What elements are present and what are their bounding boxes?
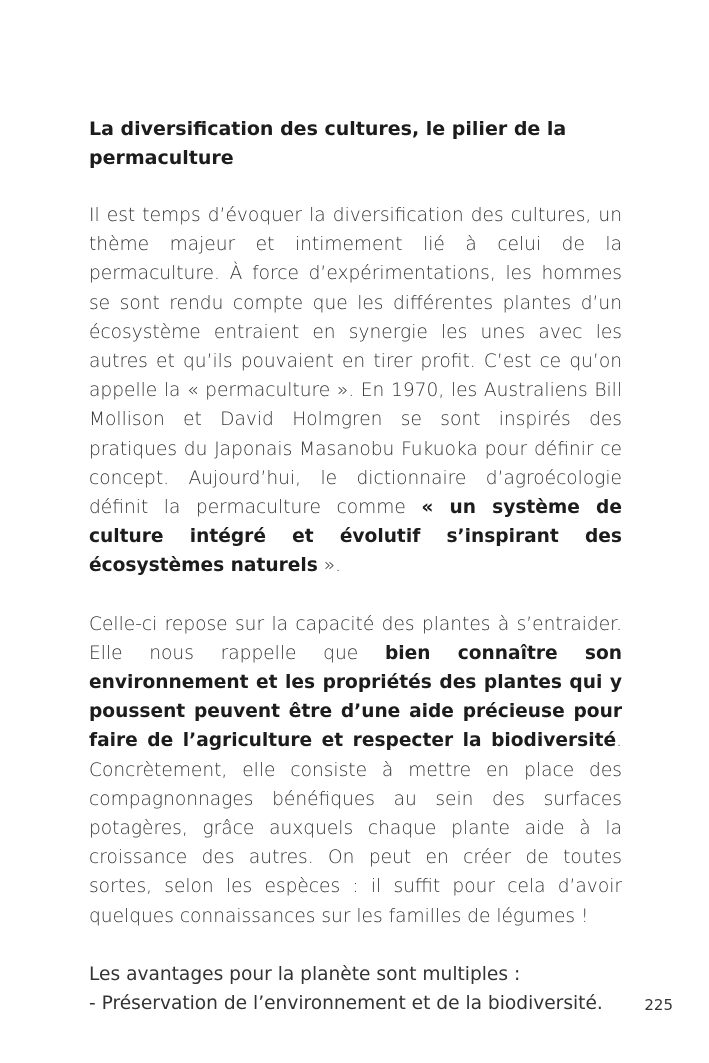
page-content xyxy=(89,115,622,1018)
list-item: - Préservation de l’environnement et de la biodiversité. xyxy=(89,993,603,1015)
paragraph-entraide-tail: . Concrètement, elle consiste à mettre en place des compagnonnages bénéfiques au sein des surfaces potagères, grâce auxquels chaque plante aide à la croissance des autres. On peut en créer de toutes sortes, selon les espèces : il suffit pour cela d’avoir quelques connaissances sur les familles de légumes ! xyxy=(89,730,622,927)
paragraph-entraide-text: Celle-ci repose sur la capacité des plantes à s’entraider. Elle nous rappelle que xyxy=(89,613,622,664)
paragraph-intro-bold: « un système de culture intégré et évolutif s’inspirant des écosystèmes naturels xyxy=(89,497,622,577)
paragraph-entraide-bold: bien connaître son environnement et les propriétés des plantes qui y poussent peuvent être d’une aide précieuse pour faire de l’agriculture et respecter la biodiversité xyxy=(89,642,622,752)
section-heading: La diversification des cultures, le pilier de la permaculture xyxy=(89,118,567,169)
paragraph-entraide xyxy=(89,610,622,931)
paragraph-intro xyxy=(89,201,622,581)
page-number: 225 xyxy=(644,996,673,1014)
paragraph-intro-text: Il est temps d’évoquer la diversification des cultures, un thème majeur et intimement lié à celui de la permaculture. À force d’expérimentations, les hommes se sont rendu compte que les différentes plantes d’un écosystème entraient en synergie les unes avec les autres et qu’ils pouvaient en tirer profit. C’est ce qu’on appelle la « permaculture ». En 1970, les Australiens Bill Mollison et David Holmgren se sont inspirés des pratiques du Japonais Masanobu Fukuoka pour définir ce concept. Aujourd’hui, le dictionnaire d’agroécologie définit la permaculture comme xyxy=(89,205,622,519)
paragraph-intro-tail: ». xyxy=(317,555,342,577)
advantages-intro: Les avantages pour la planète sont multiples : xyxy=(89,963,521,985)
